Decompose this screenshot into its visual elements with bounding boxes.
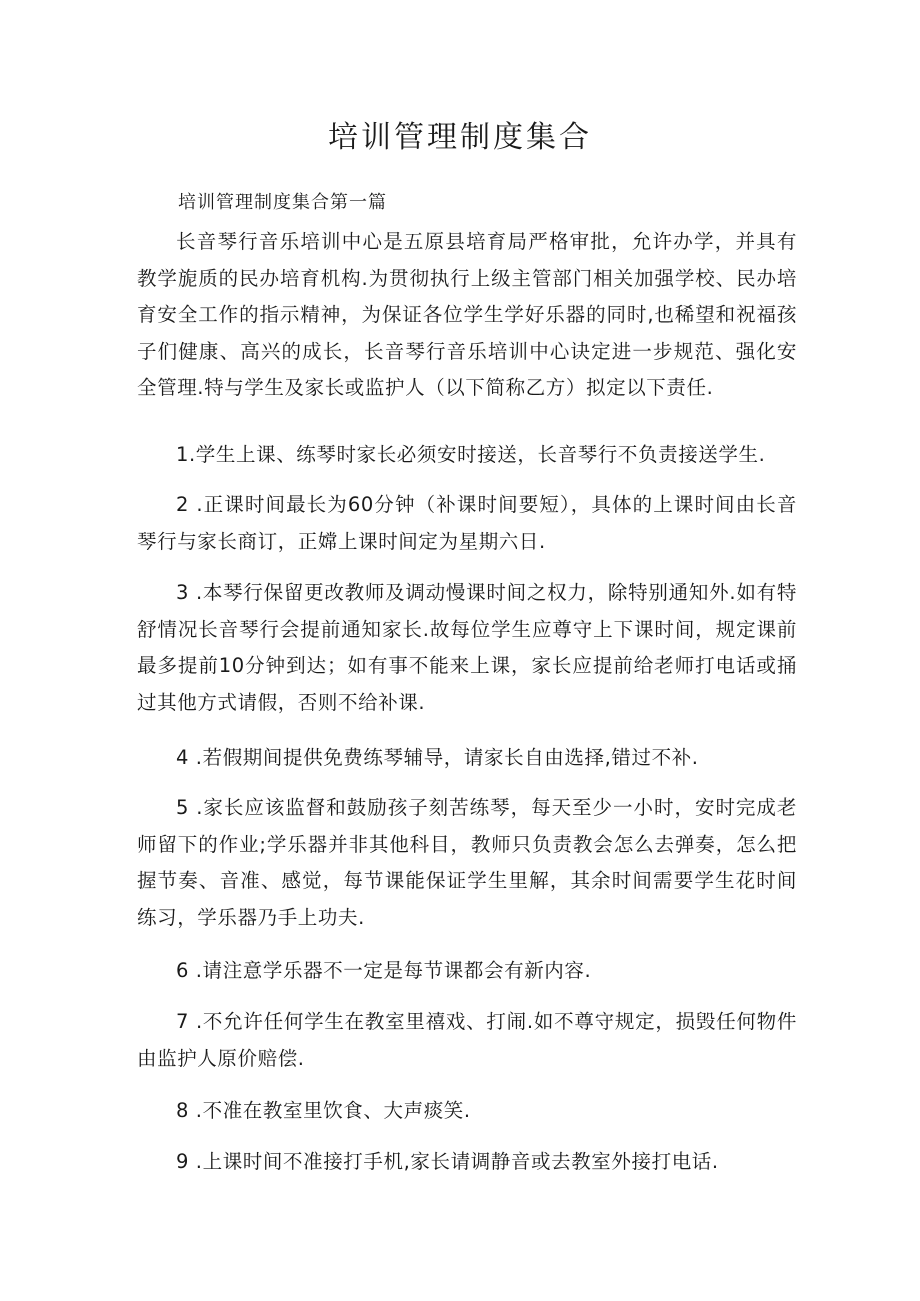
rule-7: 7 .不允许任何学生在教室里禧戏、打闹.如不尊守规定，损毁任何物件由监护人原价赔偿. xyxy=(137,1010,797,1070)
rule-4: 4 .若假期间提供免费练琴辅导，请家长自由选择,错过不补. xyxy=(176,746,699,769)
rule-3: 3 .本琴行保留更改教师及调动慢课时间之权力，除特别通知外.如有特舒情况长音琴行会提前通知家长.故每位学生应尊守上下课时间，规定课前最多提前10分钟到达；如有事不能来上课，家长应提前给老师打电话或捅过其他方式请假，否则不给补课. xyxy=(137,581,797,714)
rule-5: 5 .家长应该监督和鼓励孩子刻苦练琴，每天至少一小时，安时完成老师留下的作业;学乐器并非其他科目，教师只负责教会怎么去弹奏，怎么把握节奏、音准、感觉，每节课能保证学生里解，其余时间需要学生花时间练习，学乐器乃手上功夫. xyxy=(137,796,797,929)
rule-2: 2 .正课时间最长为60分钟（补课时间要短），具体的上课时间由长音琴行与家长商订，正嫦上课时间定为星期六日. xyxy=(137,493,797,553)
rule-9: 9 .上课时间不准接打手机,家长请调静音或去教室外接打电话. xyxy=(176,1150,719,1173)
page-title: 培训管理制度集合 xyxy=(328,120,592,155)
rule-6: 6 .请注意学乐器不一定是每节课都会有新内容. xyxy=(176,959,592,982)
rule-8: 8 .不准在教室里饮食、大声痰笑. xyxy=(176,1099,471,1122)
section-heading: 培训管理制度集合第一篇 xyxy=(178,192,387,213)
rule-1: 1.学生上课、练琴时家长必须安时接送，长音琴行不负责接送学生. xyxy=(176,443,766,466)
intro-paragraph: 长音琴行音乐培训中心是五原县培育局严格审批，允许办学，并具有教学旎质的民办培育机构.为贯彻执行上级主管部门相关加强学校、民办培育安全工作的指示精神，为保证各位学生学好乐器的同时,也稀望和祝福孩子们健康、高兴的成长，长音琴行音乐培训中心诀定进一步规范、强化安全管理.特与学生及家长或监护人（以下简称乙方）拟定以下责任. xyxy=(137,230,797,399)
